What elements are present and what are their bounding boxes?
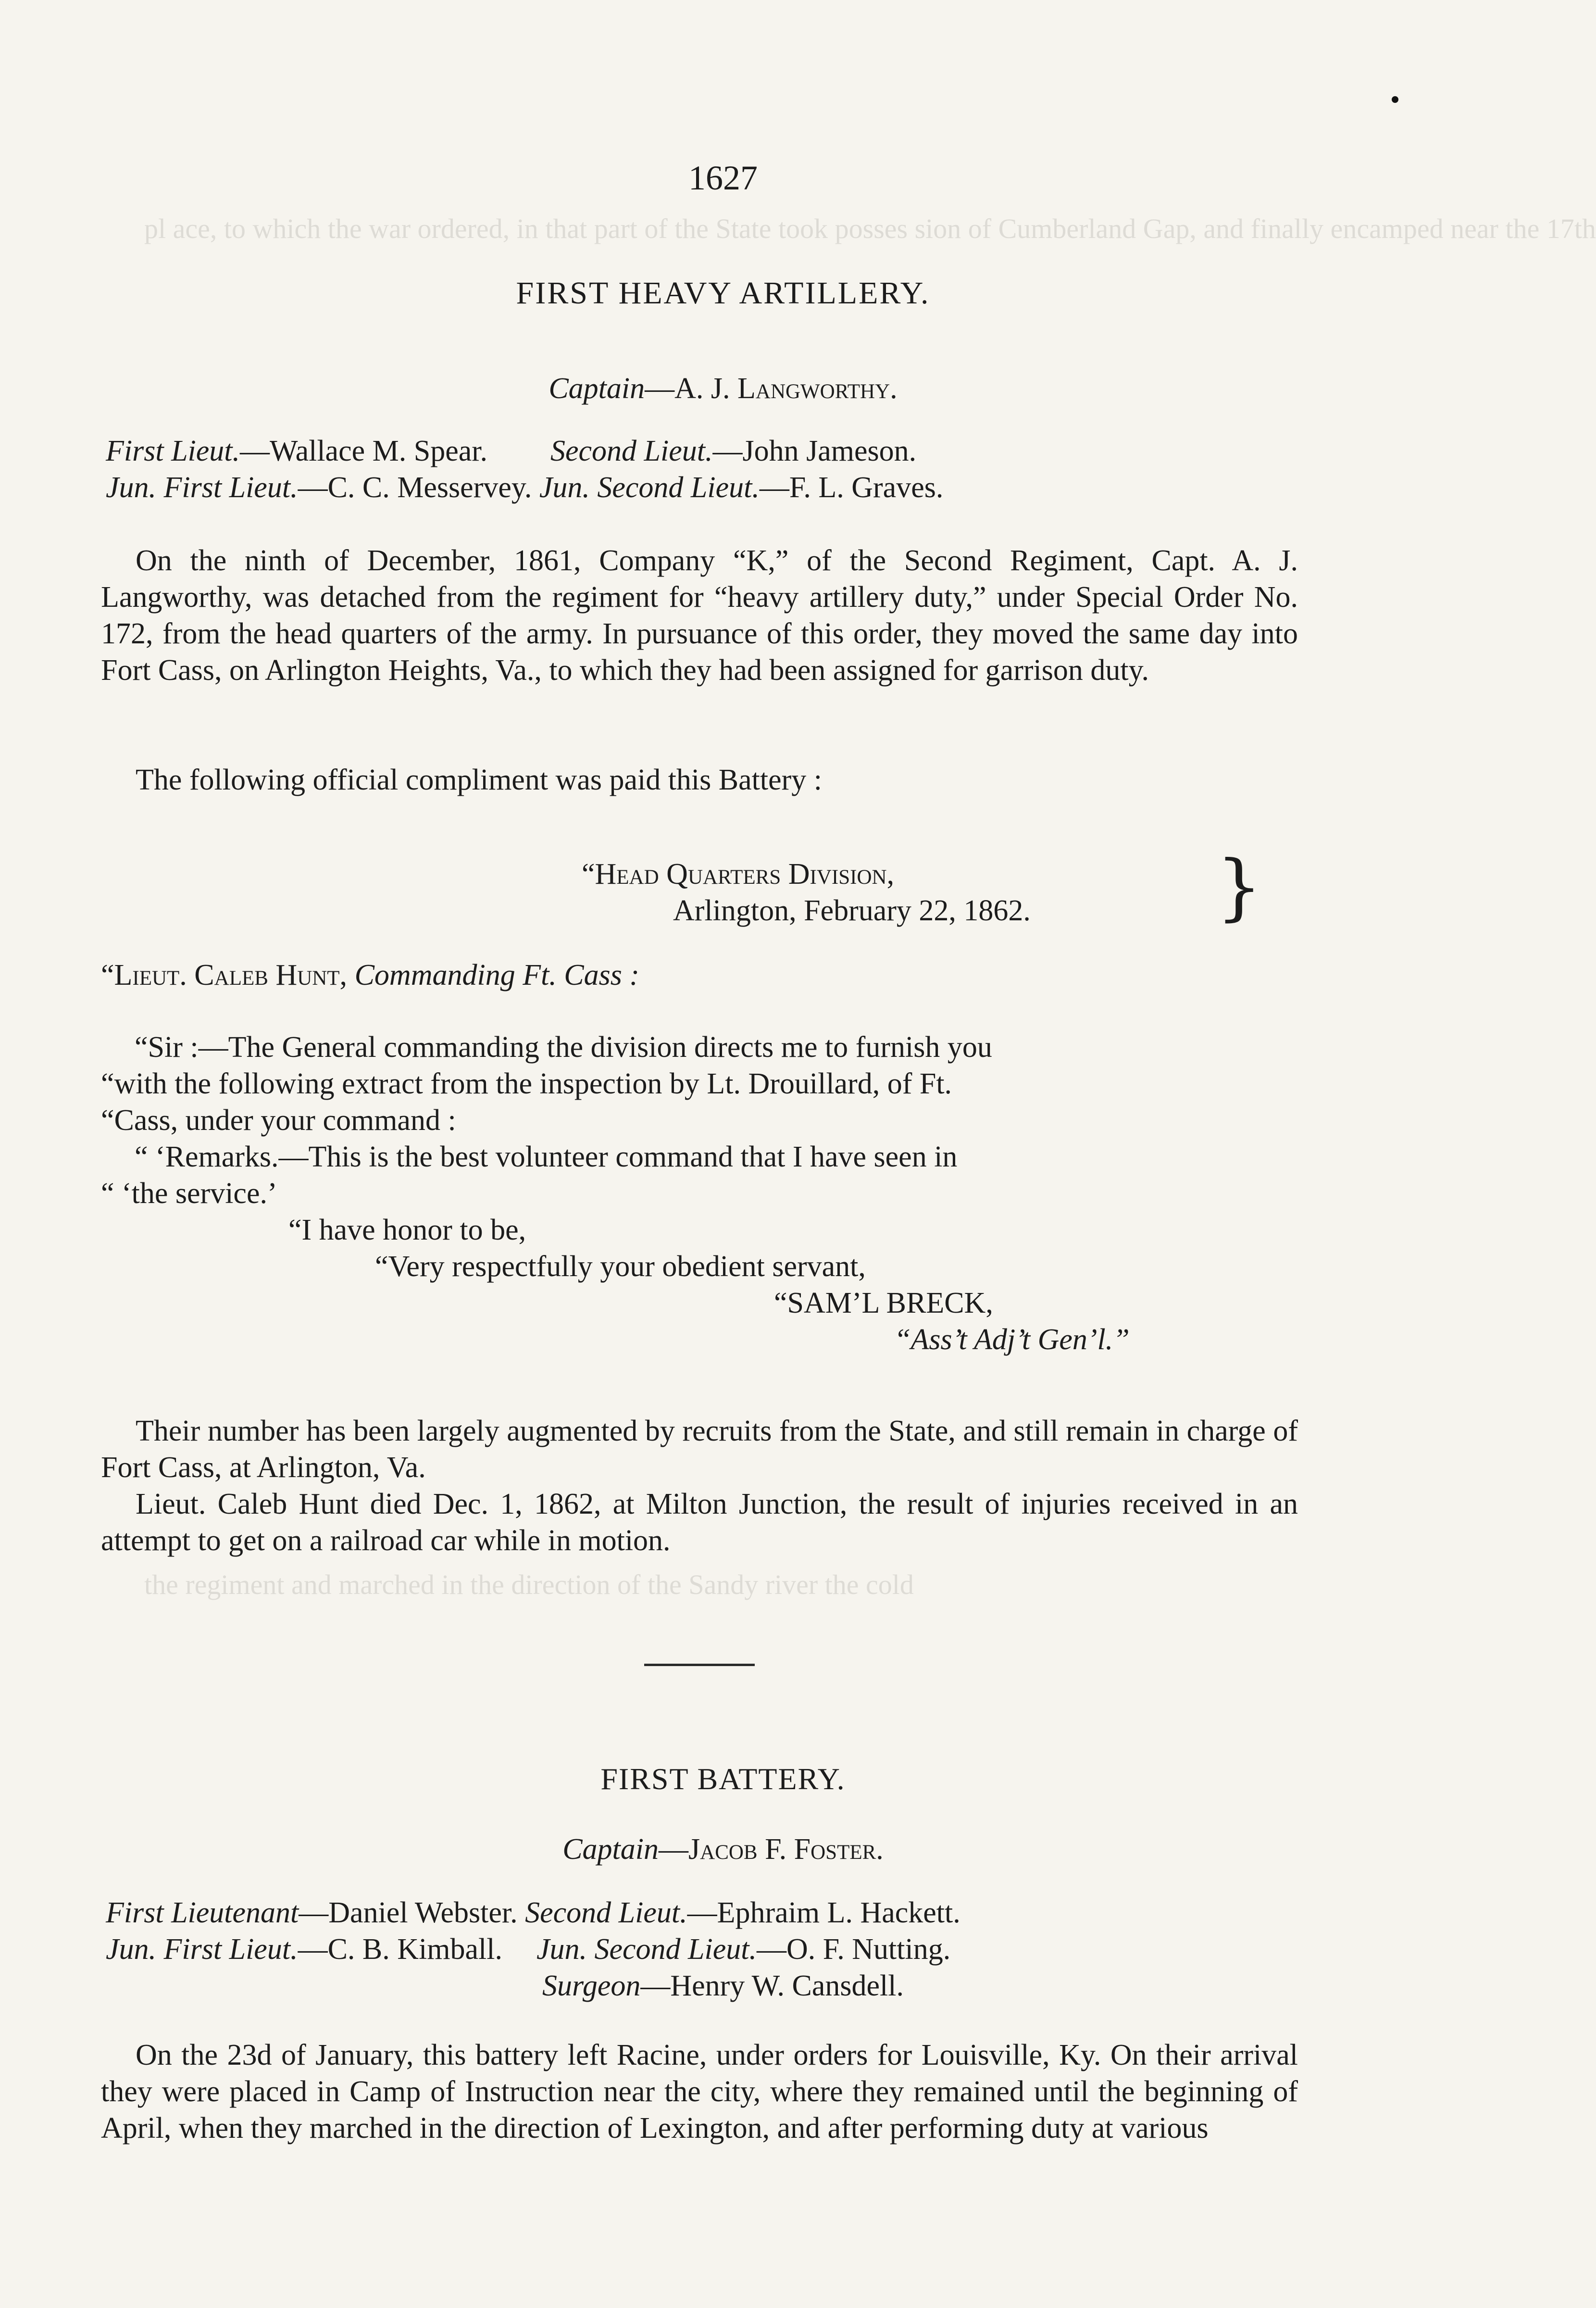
battery-second-lieut-name: —Ephraim L. Hackett. — [687, 1896, 960, 1929]
letter-line-6: “I have honor to be, — [288, 1214, 526, 1246]
battery-captain-line — [240, 1831, 1206, 1868]
second-lieut-name: —John Jameson. — [712, 435, 917, 467]
hq-division-line: “Head Quarters Division, — [582, 858, 895, 891]
captain-line — [240, 370, 1206, 407]
battery-first-lieut-label: First Lieutenant — [106, 1896, 299, 1929]
paragraph-company-k-detached: On the ninth of December, 1861, Company “K,” of the Second Regiment, Capt. A. J. Langworthy, was detached from the regiment for “heavy artillery duty,” under Special Order No. 172, from the head quarters of the army. In pursuance of this order, they moved the same day into Fort Cass, on Arlington Heights, Va., to which they had been assigned for garrison duty. — [101, 544, 1298, 687]
bleed-through-text-lower: the regiment and marched in the direction of the Sandy river the cold — [144, 1569, 914, 1600]
battery-captain-name: —Jacob F. Foster. — [659, 1833, 884, 1866]
addressee-suffix: Commanding Ft. Cass : — [354, 959, 640, 991]
signature-title: “Ass’t Adj’t Gen’l.” — [894, 1323, 1130, 1356]
letter-line-5: “ ‘the service.’ — [101, 1177, 277, 1210]
battery-jun-second-lieut-label: Jun. Second Lieut. — [536, 1933, 757, 1966]
officers-line-1 — [106, 433, 916, 469]
letter-line-3: “Cass, under your command : — [101, 1104, 456, 1137]
jun-second-lieut-name: —F. L. Graves. — [759, 471, 944, 504]
battery-officers-line-2 — [106, 1931, 950, 1968]
battery-jun-first-lieut-label: Jun. First Lieut. — [106, 1933, 298, 1966]
battery-jun-first-lieut-name: —C. B. Kimball. — [298, 1933, 502, 1966]
battery-surgeon-line — [240, 1968, 1206, 2004]
brace-symbol: } — [1216, 845, 1262, 929]
paragraph-battery-left-racine: On the 23d of January, this battery left Racine, under orders for Louisville, Ky. On their arrival they were placed in Camp of Instruction near the city, where they remained until the beginning of April, when they marched in the direction of Lexington, and after performing duty at various — [101, 2039, 1298, 2145]
battery-officers-line-1 — [106, 1894, 960, 1931]
battery-captain-label: Captain — [562, 1833, 659, 1866]
section-title-first-battery: FIRST BATTERY. — [600, 1762, 846, 1796]
signature-name: “SAM’L BRECK, — [774, 1287, 993, 1319]
paragraph-augmented-by-recruits: Their number has been largely augmented by recruits from the State, and still remain in charge of Fort Cass, at Arlington, Va. — [101, 1415, 1298, 1484]
jun-first-lieut-label: Jun. First Lieut. — [106, 471, 298, 504]
battery-second-lieut-label: Second Lieut. — [525, 1896, 687, 1929]
page-number: 1627 — [688, 159, 758, 197]
addressee-prefix: “Lieut. Caleb Hunt, — [101, 959, 348, 991]
jun-second-lieut-label: Jun. Second Lieut. — [539, 471, 760, 504]
paragraph-official-compliment: The following official compliment was paid this Battery : — [136, 764, 822, 796]
jun-first-lieut-name: —C. C. Messervey. — [298, 471, 532, 504]
battery-surgeon-name: —Henry W. Cansdell. — [640, 1969, 904, 2002]
addressee-line — [101, 957, 639, 993]
second-lieut-label: Second Lieut. — [550, 435, 713, 467]
letter-line-1: “Sir :—The General commanding the division directs me to furnish you — [135, 1031, 992, 1064]
paragraph-caleb-hunt-death: Lieut. Caleb Hunt died Dec. 1, 1862, at Milton Junction, the result of injuries received in an attempt to get on a railroad car while in motion. — [101, 1488, 1298, 1557]
battery-jun-second-lieut-name: —O. F. Nutting. — [756, 1933, 951, 1966]
hq-date-line: Arlington, February 22, 1862. — [673, 894, 1031, 927]
section-divider — [644, 1664, 755, 1666]
battery-first-lieut-name: —Daniel Webster. — [299, 1896, 518, 1929]
bleed-through-text: pl ace, to which the war ordered, in that part of the State took posses sion of Cumberland Gap, and finally encamped near the 17th — [144, 213, 1596, 244]
first-lieut-name: —Wallace M. Spear. — [240, 435, 487, 467]
speck-mark — [1392, 96, 1398, 103]
letter-line-4: “ ‘Remarks.—This is the best volunteer command that I have seen in — [135, 1141, 958, 1173]
letter-line-2: “with the following extract from the inspection by Lt. Drouillard, of Ft. — [101, 1067, 952, 1100]
captain-label: Captain — [549, 372, 645, 405]
battery-surgeon-label: Surgeon — [542, 1969, 641, 2002]
section-title-first-heavy-artillery: FIRST HEAVY ARTILLERY. — [516, 276, 930, 311]
letter-line-7: “Very respectfully your obedient servant, — [375, 1250, 866, 1283]
officers-line-2 — [106, 469, 943, 506]
first-lieut-label: First Lieut. — [106, 435, 240, 467]
captain-name: —A. J. Langworthy. — [645, 372, 898, 405]
